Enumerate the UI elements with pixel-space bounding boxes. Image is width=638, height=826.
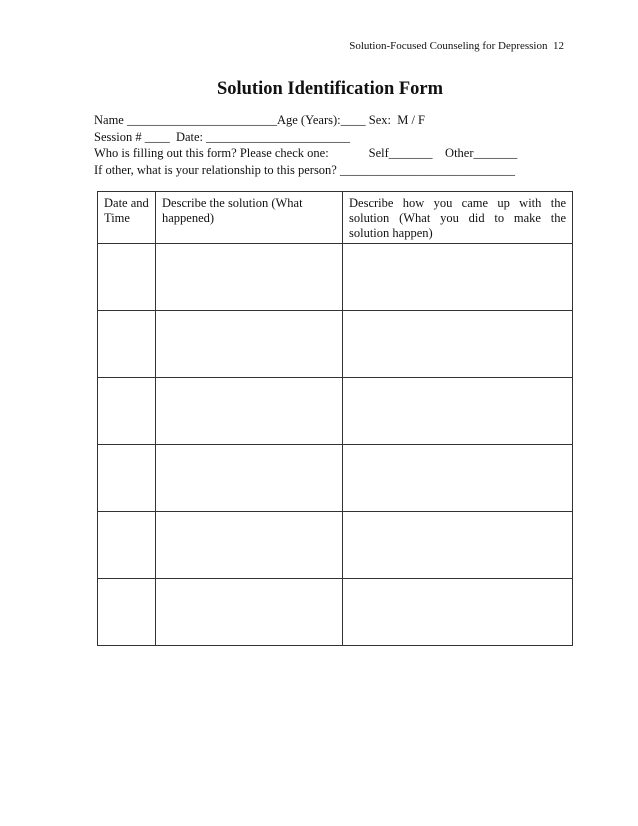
- how-cell[interactable]: [343, 311, 573, 378]
- date-time-cell[interactable]: [98, 512, 156, 579]
- who-filling-question: Who is filling out this form? Please check one:: [94, 146, 329, 160]
- form-info-fields: [94, 112, 517, 178]
- table-row: [98, 244, 573, 311]
- relationship-line[interactable]: If other, what is your relationship to this person? ____________________________: [94, 162, 515, 177]
- date-time-cell[interactable]: [98, 244, 156, 311]
- form-title: Solution Identification Form: [216, 79, 444, 99]
- page-header: [349, 40, 564, 52]
- name-age-sex-line[interactable]: Name ________________________Age (Years):____ Sex: M / F: [94, 113, 426, 127]
- solution-cell[interactable]: [156, 311, 343, 378]
- solution-cell[interactable]: [156, 445, 343, 512]
- solution-cell[interactable]: [156, 512, 343, 579]
- header-describe-solution: Describe the solution (What happened): [156, 192, 343, 244]
- session-date-line[interactable]: Session # ____ Date: _______________________: [94, 129, 350, 144]
- date-time-cell[interactable]: [98, 579, 156, 646]
- table-row: [98, 445, 573, 512]
- table-header-row: [98, 192, 573, 244]
- solution-cell[interactable]: [156, 579, 343, 646]
- table-row: [98, 579, 573, 646]
- who-filling-options[interactable]: Self_______ Other_______: [368, 146, 518, 160]
- date-time-cell[interactable]: [98, 311, 156, 378]
- table-row: [98, 311, 573, 378]
- how-cell[interactable]: [343, 378, 573, 445]
- table-row: [98, 512, 573, 579]
- solution-cell[interactable]: [156, 244, 343, 311]
- solution-cell[interactable]: [156, 378, 343, 445]
- how-cell[interactable]: [343, 512, 573, 579]
- header-date-time: Date and Time: [98, 192, 156, 244]
- who-filling-line[interactable]: [94, 145, 517, 162]
- how-cell[interactable]: [343, 244, 573, 311]
- how-cell[interactable]: [343, 445, 573, 512]
- date-time-cell[interactable]: [98, 445, 156, 512]
- running-title: Solution-Focused Counseling for Depression: [349, 40, 548, 52]
- how-cell[interactable]: [343, 579, 573, 646]
- date-time-cell[interactable]: [98, 378, 156, 445]
- solution-table: [97, 191, 573, 646]
- page-number: 12: [553, 40, 564, 52]
- table-row: [98, 378, 573, 445]
- header-how-came-up: Describe how you came up with the solution (What you did to make the solution happen): [343, 192, 573, 244]
